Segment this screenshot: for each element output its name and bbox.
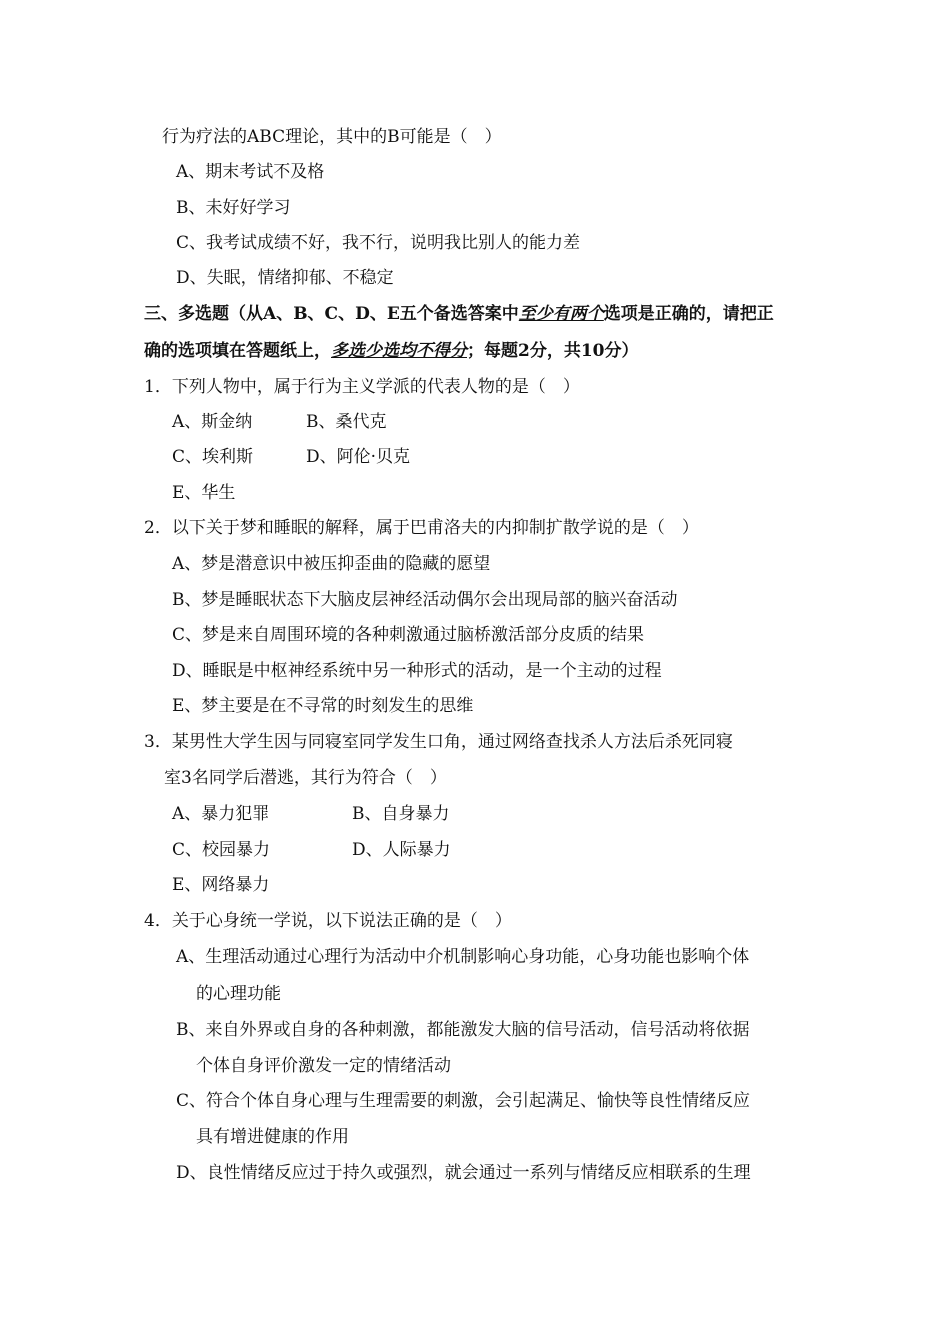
q3-options-row2 [172,839,451,861]
q3-options-row1 [172,803,450,825]
q3-stem-line2: 室3名同学后潜逃，其行为符合（ ） [164,768,447,788]
q4-option-a-line1: A、生理活动通过心理行为活动中介机制影响心身功能，心身功能也影响个体 [176,947,750,967]
q3-option-e: E、网络暴力 [172,875,270,895]
q2-option-c: C、梦是来自周围环境的各种刺激通过脑桥激活部分皮质的结果 [172,625,645,645]
q1-option-a: A、斯金纳 [172,412,253,432]
q1-option-b: B、桑代克 [306,412,387,432]
q2-option-b: B、梦是睡眠状态下大脑皮层神经活动偶尔会出现局部的脑兴奋活动 [172,590,678,610]
q3-stem-line1: 3．某男性大学生因与同寝室同学发生口角，通过网络查找杀人方法后杀死同寝 [144,732,733,752]
q4-option-a-line2: 的心理功能 [196,984,281,1004]
prev-option-c: C、我考试成绩不好，我不行，说明我比别人的能力差 [176,233,581,253]
prev-question-stem: 行为疗法的ABC理论，其中的B可能是（ ） [162,127,502,147]
prev-option-d: D、失眠，情绪抑郁、不稳定 [176,268,394,288]
q4-option-c-line2: 具有增进健康的作用 [196,1127,349,1147]
q3-option-c: C、校园暴力 [172,840,271,860]
section-heading-line1: 三、多选题（从A、B、C、D、E五个备选答案中至少有两个选项是正确的，请把正 [144,304,774,324]
q3-option-b: B、自身暴力 [352,804,450,824]
q2-option-d: D、睡眠是中枢神经系统中另一种形式的活动，是一个主动的过程 [172,661,662,681]
q1-option-c: C、埃利斯 [172,447,254,467]
emphasis-at-least-two: 至少有两个 [518,304,604,324]
q2-option-e: E、梦主要是在不寻常的时刻发生的思维 [172,696,474,716]
q1-options-row2 [172,446,410,468]
prev-option-a: A、期末考试不及格 [176,162,325,182]
q2-stem: 2．以下关于梦和睡眠的解释，属于巴甫洛夫的内抑制扩散学说的是（ ） [144,518,699,538]
q3-option-d: D、人际暴力 [352,840,451,860]
q4-stem: 4．关于心身统一学说，以下说法正确的是（ ） [144,911,512,931]
q1-stem: 1．下列人物中，属于行为主义学派的代表人物的是（ ） [144,377,580,397]
q1-option-d: D、阿伦·贝克 [306,447,411,467]
q4-option-c-line1: C、符合个体自身心理与生理需要的刺激，会引起满足、愉快等良性情绪反应 [176,1091,751,1111]
emphasis-no-score: 多选少选均不得分 [331,341,467,361]
section-heading-line2: 确的选项填在答题纸上，多选少选均不得分；每题2分，共10分） [144,341,639,361]
q3-option-a: A、暴力犯罪 [172,804,270,824]
q1-option-e: E、华生 [172,483,236,503]
q4-option-b-line1: B、来自外界或自身的各种刺激，都能激发大脑的信号活动，信号活动将依据 [176,1020,750,1040]
q1-options-row1 [172,411,387,433]
q4-option-d-line1: D、良性情绪反应过于持久或强烈，就会通过一系列与情绪反应相联系的生理 [176,1163,751,1183]
prev-option-b: B、未好好学习 [176,198,291,218]
q4-option-b-line2: 个体自身评价激发一定的情绪活动 [196,1056,451,1076]
q2-option-a: A、梦是潜意识中被压抑歪曲的隐藏的愿望 [172,554,491,574]
